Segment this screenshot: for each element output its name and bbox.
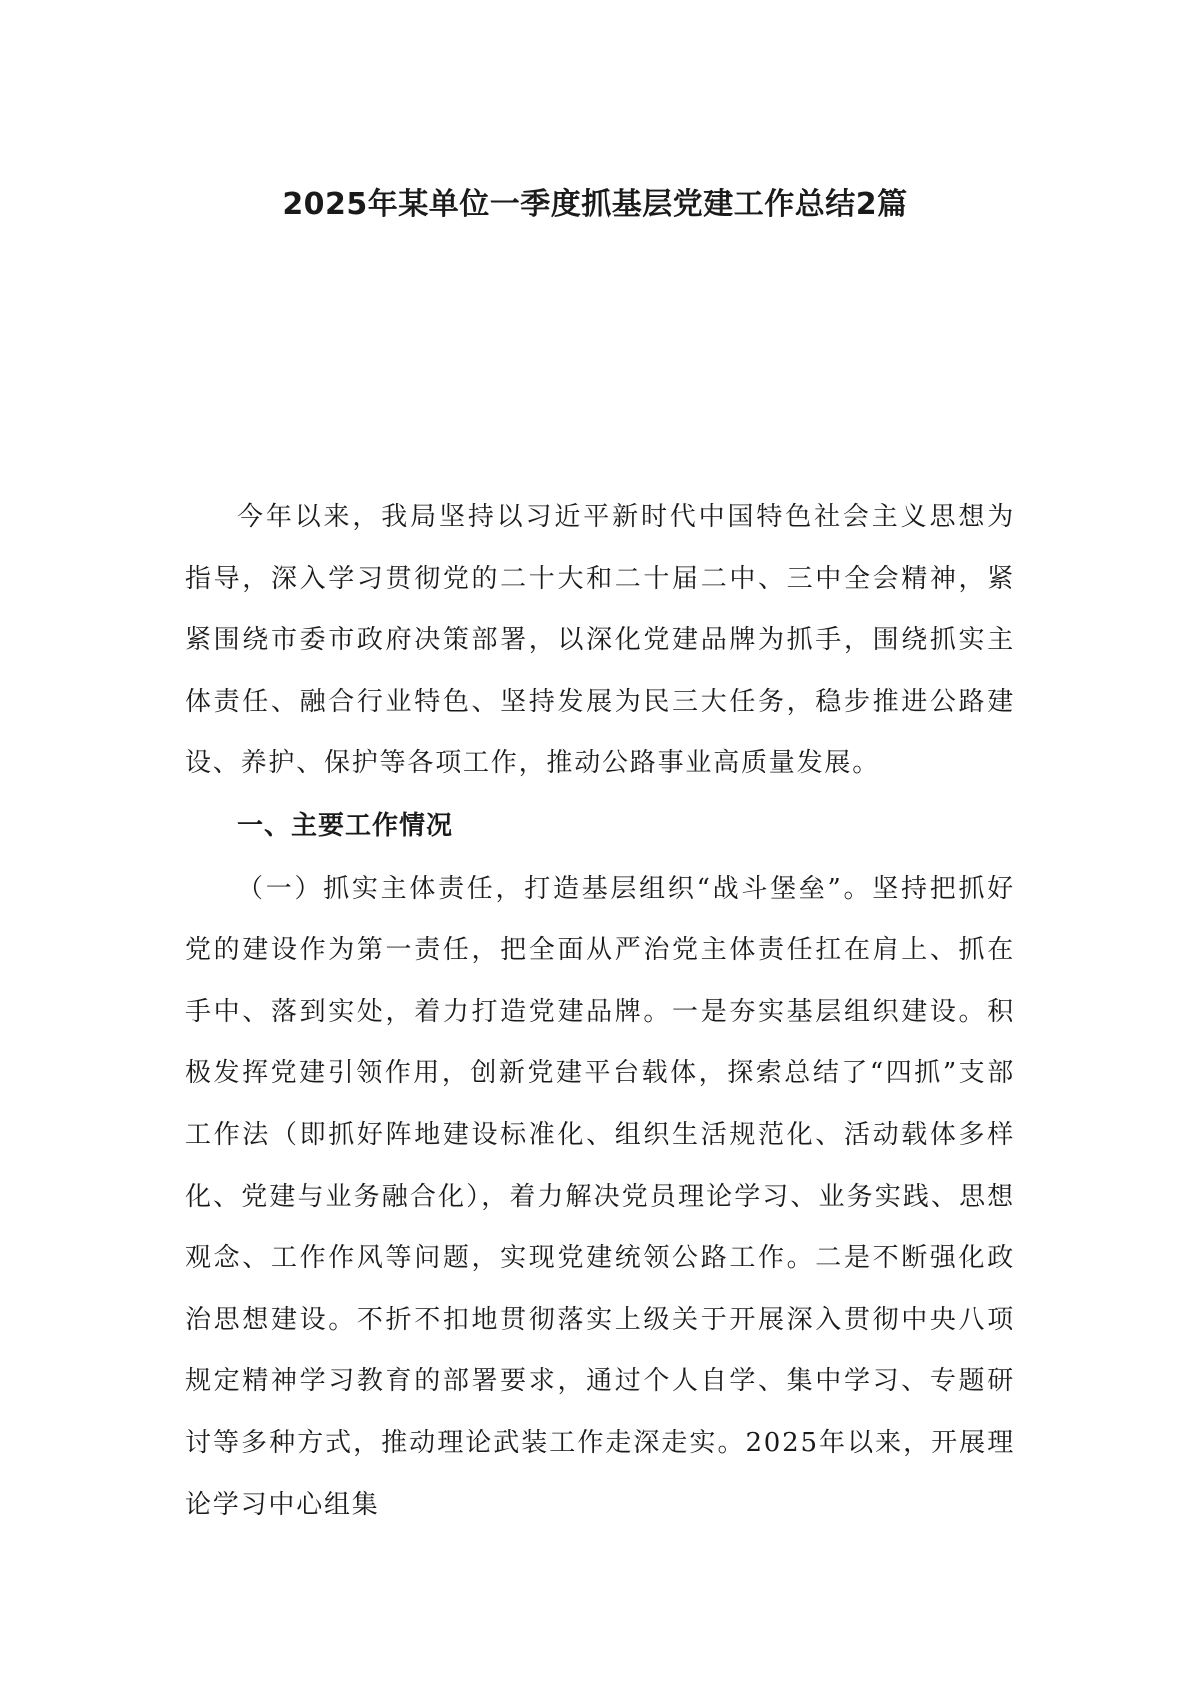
section-heading-main-work: 一、主要工作情况	[237, 810, 454, 841]
section-paragraph-responsibility: （一）抓实主体责任，打造基层组织“战斗堡垒”。坚持把抓好党的建设作为第一责任，把全面从严治党主体责任扛在肩上、抓在手中、落到实处，着力打造党建品牌。一是夯实基层组织建设。积极发挥党建引领作用，创新党建平台载体，探索总结了“四抓”支部工作法（即抓好阵地建设标准化、组织生活规范化、活动载体多样化、党建与业务融合化），着力解决党员理论学习、业务实践、思想观念、工作作风等问题，实现党建统领公路工作。二是不断强化政治思想建设。不折不扣地贯彻落实上级关于开展深入贯彻中央八项规定精神学习教育的部署要求，通过个人自学、集中学习、专题研讨等多种方式，推动理论武装工作走深走实。2025年以来，开展理论学习中心组集	[185, 873, 1015, 1520]
intro-paragraph: 今年以来，我局坚持以习近平新时代中国特色社会主义思想为指导，深入学习贯彻党的二十大和二十届二中、三中全会精神，紧紧围绕市委市政府决策部署，以深化党建品牌为抓手，围绕抓实主体责任、融合行业特色、坚持发展为民三大任务，稳步推进公路建设、养护、保护等各项工作，推动公路事业高质量发展。	[185, 502, 1015, 779]
document-body	[185, 487, 1015, 1536]
document-title: 2025年某单位一季度抓基层党建工作总结2篇	[282, 187, 908, 222]
